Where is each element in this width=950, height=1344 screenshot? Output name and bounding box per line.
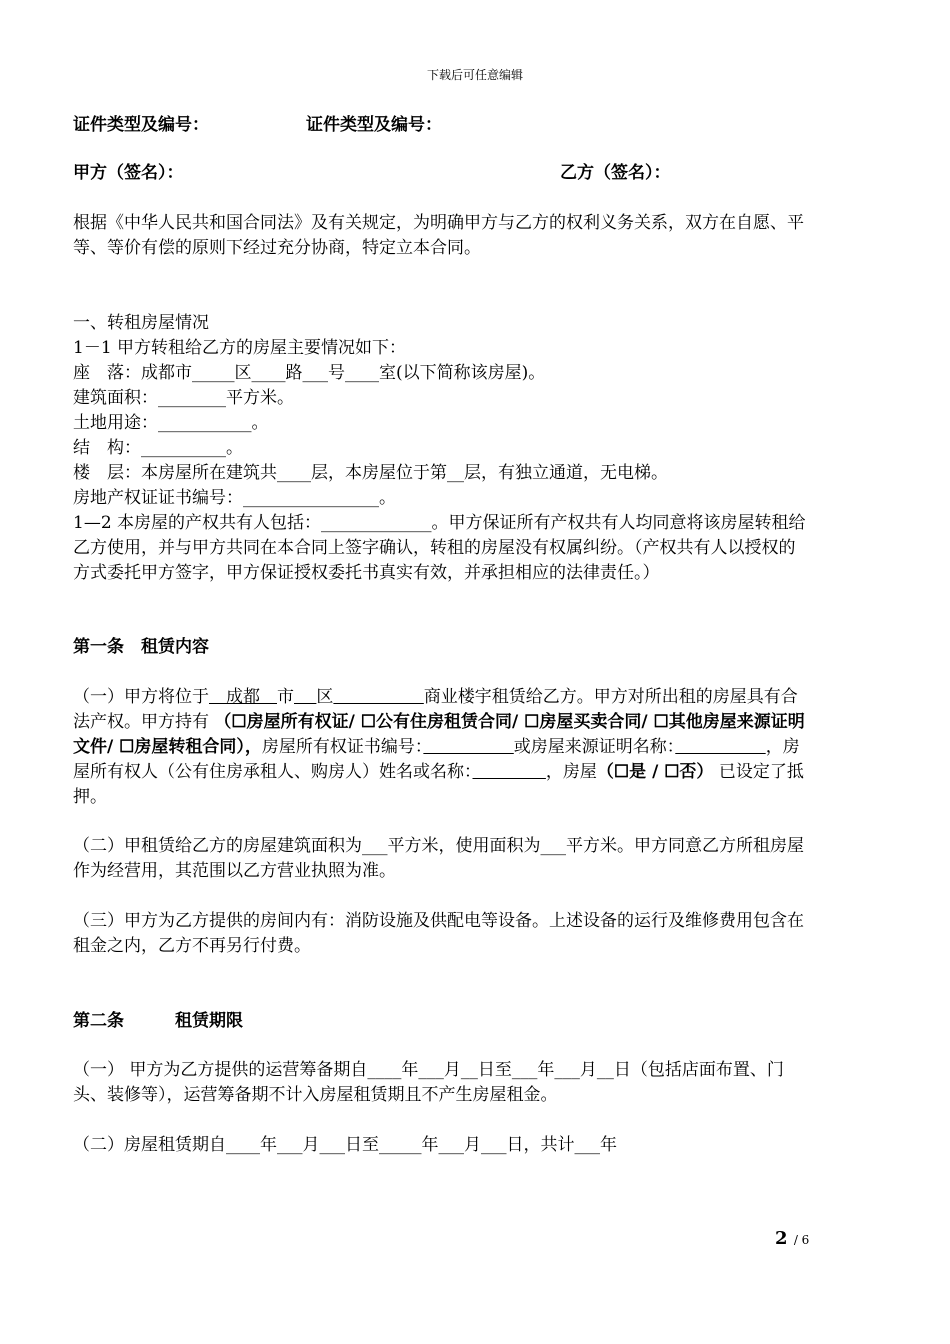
id-type-left: 证件类型及编号： [73,115,209,135]
page-header: 下载后可任意编辑 [426,68,523,82]
article2-para1: （一） 甲方为乙方提供的运营筹备期自____年___月__日至___年___月__日（包括店面布置、门头、装修等），运营筹备期不计入房屋租赁期且不产生房屋租金。 [73,1060,784,1105]
s1-area: 建筑面积：________平方米。 [73,388,294,408]
article1-para2: （二）甲租赁给乙方的房屋建筑面积为___平方米，使用面积为___平方米。甲方同意乙方所租房屋作为经营用，其范围以乙方营业执照为准。 [73,836,804,881]
article2-title: 第二条 租赁期限 [73,1011,243,1031]
party-b-signature: 乙方（签名）： [560,163,671,183]
s1-location: 座 落：成都市_____区____路___号____室(以下简称该房屋)。 [73,363,546,383]
intro-paragraph: 根据《中华人民共和国合同法》及有关规定，为明确甲方与乙方的权利义务关系，双方在自愿、平等、等价有偿的原则下经过充分协商，特定立本合同。 [73,213,804,258]
id-type-right: 证件类型及编号： [306,115,442,135]
article1-para1: （一）甲方将位于 成都 市 区 商业楼宇租赁给乙方。甲方对所出租的房屋具有合法产权。甲方持有 （☐房屋所有权证/ ☐公有住房租赁合同/ ☐房屋买卖合同/ ☐其他房屋来源证明文件/ ☐房屋转租合同），房屋所有权证书编号： 或房屋来源证明名称： ，房屋所有权人（公有住房承租人、购房人）姓名或名称： ，房屋（☐是 / ☐否） 已设定了抵押。 [73,687,805,807]
s1-1: 1－1 甲方转租给乙方的房屋主要情况如下： [73,338,407,358]
s1-structure: 结 构：__________。 [73,438,243,458]
s1-2: 1—2 本房屋的产权共有人包括：_____________。甲方保证所有产权共有人均同意将该房屋转租给乙方使用，并与甲方共同在本合同上签字确认，转租的房屋没有权属纠纷。（产权共有人以授权的方式委托甲方签字，甲方保证授权委托书真实有效，并承担相应的法律责任。） [73,513,806,583]
article1-para3: （三）甲方为乙方提供的房间内有：消防设施及供配电等设备。上述设备的运行及维修费用包含在租金之内，乙方不再另行付费。 [73,911,804,956]
party-a-signature: 甲方（签名）： [73,163,184,183]
article1-title: 第一条 租赁内容 [73,637,209,657]
page-number: 2 / 6 [775,1228,810,1249]
article2-para2: （二）房屋租赁期自____年___月___日至_____年___月___日，共计___年 [73,1135,617,1155]
s1-floor: 楼 层：本房屋所在建筑共____层，本房屋位于第__层，有独立通道，无电梯。 [73,463,668,483]
s1-land: 土地用途：___________。 [73,413,269,433]
s1-cert: 房地产权证证书编号：________________。 [73,488,396,508]
section1-title: 一、转租房屋情况 [73,313,209,333]
